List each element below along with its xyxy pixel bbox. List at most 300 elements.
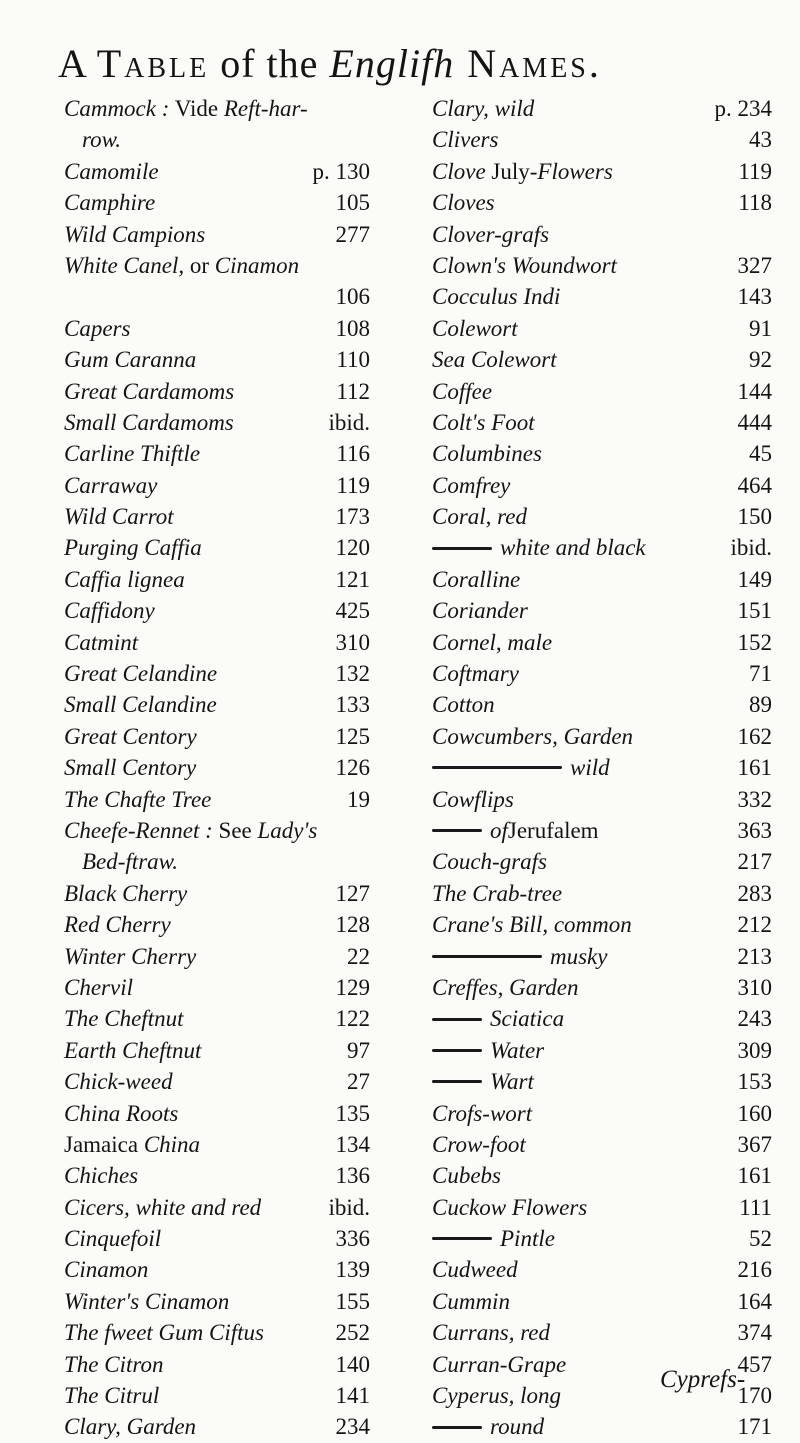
entry-name [432,941,607,972]
page-number: ibid. [730,535,772,561]
repeat-dash [432,1426,482,1429]
entry-name [82,124,121,155]
index-entry [432,1003,772,1034]
entry-term: Crow-foot [432,1131,526,1157]
entry-name [64,93,308,124]
index-entry [432,344,772,375]
repeat-dash [432,547,492,550]
heading-names: Names. [454,41,602,86]
page-number: 45 [749,441,772,467]
index-entry [432,972,772,1003]
index-entry [64,815,394,846]
entry-term: Great Cardamoms [64,378,235,404]
page-number: p. 234 [714,96,772,121]
entry-name [432,1003,564,1034]
page-number: 105 [335,190,370,216]
entry-term: Coriander [432,598,528,624]
page-number: 160 [737,1100,772,1126]
page-number: 161 [737,755,772,781]
page-number: 332 [737,786,772,812]
entry-term: Colewort [432,315,518,341]
index-entry [64,878,394,909]
index-entry [64,784,394,815]
entry-name [64,1192,261,1223]
entry-name [432,689,495,720]
page-number: 234 [335,1414,370,1440]
entry-term: row. [82,127,121,153]
entry-name [82,846,178,877]
entry-name [432,1066,534,1097]
entry-name [64,658,217,689]
entry-name [64,313,130,344]
entry-term: Cyperus, long [432,1383,562,1409]
entry-term: Cubebs [432,1163,501,1189]
entry-name [64,1317,264,1348]
index-entry [432,376,772,407]
heading-prefix: A [58,41,86,86]
entry-term: The fweet Gum Ciftus [64,1320,264,1346]
entry-term: Cuckow Flowers [432,1194,588,1220]
entry-name [432,344,557,375]
page-number: 121 [335,566,370,592]
index-entry [64,941,394,972]
entry-term: Coffee [432,378,493,404]
index-entry [432,1192,772,1223]
entry-term: Cloves [432,190,495,216]
entry-name [432,1317,550,1348]
index-entry [64,846,394,877]
entry-term: Cotton [432,692,495,718]
index-entry [432,658,772,689]
page-number: 243 [737,1006,772,1032]
page-number: 171 [737,1414,772,1440]
repeat-dash [432,1018,482,1021]
entry-connector: July- [485,158,538,184]
entry-reference: Flowers [537,158,613,184]
entry-term: Chervil [64,974,133,1000]
entry-name [64,941,196,972]
page-number: 153 [737,1069,772,1095]
entry-name [432,627,552,658]
page-number: 110 [336,347,370,373]
entry-term: The Citrul [64,1383,160,1409]
index-entry [432,564,772,595]
entry-name [64,1129,200,1160]
entry-name [64,595,155,626]
index-entry [432,1254,772,1285]
index-entry [432,1035,772,1066]
page-number: 134 [335,1131,370,1157]
entry-name [432,1160,501,1191]
entry-term: The Crab-tree [432,880,563,906]
entry-name [432,878,562,909]
page-number: 125 [335,723,370,749]
index-entry [64,1098,394,1129]
page-number: 162 [737,723,772,749]
entry-term: Camomile [64,158,159,184]
page-number: 283 [737,880,772,906]
page-number: 127 [335,880,370,906]
entry-term: Wart [490,1069,534,1095]
entry-term: of [490,817,508,843]
entry-reference: Reft-har- [223,96,308,121]
page-number: 91 [749,315,772,341]
index-entry [432,1411,772,1442]
page-number: 155 [335,1288,370,1314]
entry-term: Cicers, white and red [64,1194,262,1220]
entry-term: Purging Caffia [64,535,202,561]
page-number: 327 [737,252,772,278]
entry-name [64,1254,148,1285]
index-entry [432,721,772,752]
index-entry [64,752,394,783]
repeat-dash [432,829,482,832]
page-number: 277 [335,221,370,247]
repeat-dash [432,766,562,769]
entry-name [432,909,632,940]
entry-term: Black Cherry [64,880,188,906]
entry-name [432,1098,532,1129]
entry-term: Red Cherry [64,912,171,938]
entry-term: Columbines [432,441,542,467]
entry-name [432,1411,544,1442]
index-entry [432,407,772,438]
page-number: 112 [336,378,370,404]
entry-name [432,972,579,1003]
index-entry [432,627,772,658]
page-number: 425 [335,598,370,624]
index-entry [432,752,772,783]
page-number: 132 [335,661,370,687]
entry-term: Earth Cheftnut [64,1037,202,1063]
entry-name [432,1286,510,1317]
index-entry [432,595,772,626]
entry-name [432,438,542,469]
page-number: 464 [737,472,772,498]
entry-term: Winter's Cinamon [64,1288,230,1314]
entry-term: Cornel, male [432,629,553,655]
entry-name [432,93,534,124]
page-number: 212 [737,912,772,938]
index-entry [432,941,772,972]
index-entry [64,721,394,752]
page-number: 119 [336,472,370,498]
entry-connector: Vide [169,96,224,121]
entry-term: Clivers [432,127,499,153]
index-entry [432,313,772,344]
entry-term: Coftmary [432,661,519,687]
entry-connector: See [212,817,258,843]
entry-term: Jamaica [64,1131,139,1157]
entry-term: Great Celandine [64,661,218,687]
entry-name [64,438,200,469]
entry-name [64,689,217,720]
page-number: 71 [749,661,772,687]
entry-name [64,250,299,281]
index-entry [64,344,394,375]
entry-term: The Cheftnut [64,1006,184,1032]
entry-term: Comfrey [432,472,511,498]
entry-term: musky [550,943,608,969]
page-number: 310 [737,974,772,1000]
page-number: 213 [737,943,772,969]
page-number: 161 [737,1163,772,1189]
page-number: 336 [335,1226,370,1252]
entry-term: China Roots [64,1100,179,1126]
index-entry [64,564,394,595]
entry-name [432,250,617,281]
index-entry [64,1349,394,1380]
entry-term: Caffia lignea [64,566,185,592]
entry-term: Couch-grafs [432,849,547,875]
entry-name [64,376,234,407]
entry-name [64,564,185,595]
entry-term: Chiches [64,1163,139,1189]
entry-term: round [490,1414,545,1440]
index-entry [432,1317,772,1348]
entry-name [432,721,633,752]
page-number: 126 [335,755,370,781]
index-entry [64,93,394,124]
entry-name [64,784,211,815]
entry-term: Clary, wild [432,96,535,121]
page-number: ibid. [328,409,370,435]
index-entry [64,1035,394,1066]
left-column [64,93,394,1443]
page-number: 43 [749,127,772,153]
entry-term: Cowflips [432,786,514,812]
page-number: 310 [335,629,370,655]
index-entry [64,909,394,940]
repeat-dash [432,1049,482,1052]
index-entry [64,438,394,469]
index-entry [432,784,772,815]
page-number: 22 [347,943,370,969]
entry-name [432,1035,544,1066]
index-entry [64,124,394,155]
index-entry [64,250,394,281]
catchword: Cyprefs- [660,1366,746,1393]
index-entry [64,1286,394,1317]
entry-term: Cinquefoil [64,1226,162,1252]
right-column [432,93,772,1443]
index-entry [432,1286,772,1317]
entry-name [432,156,613,187]
entry-name [432,752,610,783]
index-entry [432,689,772,720]
page-number: 120 [335,535,370,561]
entry-name [64,1349,163,1380]
page-number: 27 [347,1069,370,1095]
page-number: 309 [737,1037,772,1063]
entry-name [432,1223,555,1254]
page-number: 133 [335,692,370,718]
entry-name [432,281,560,312]
entry-term: Small Centory [64,755,197,781]
page-number: p. 130 [312,158,370,184]
page-number: 216 [737,1257,772,1283]
entry-term: The Citron [64,1351,164,1377]
index-entry [64,376,394,407]
entry-name [432,784,514,815]
heading-table: Table [96,41,210,86]
entry-term: Wild Carrot [64,504,174,530]
page-number: 143 [737,284,772,310]
index-entry [432,1066,772,1097]
entry-name [64,1035,201,1066]
page-number: 19 [347,786,370,812]
page-number: 139 [335,1257,370,1283]
entry-name [432,658,519,689]
entry-term: The Chafte Tree [64,786,212,812]
entry-term: white and black [500,535,646,561]
page-number: 173 [335,504,370,530]
index-entry [64,689,394,720]
index-entry [64,1160,394,1191]
index-entry [432,1129,772,1160]
entry-term: White Canel, [64,252,185,278]
index-entry [432,187,772,218]
entry-name [64,878,187,909]
index-entry [64,972,394,1003]
page-number: 128 [335,912,370,938]
page-number: 444 [737,409,772,435]
page-number: 97 [347,1037,370,1063]
page-number: 118 [738,190,772,216]
entry-name [432,376,492,407]
page-number: 141 [335,1383,370,1409]
entry-term: Currans, red [432,1320,550,1346]
index-entry [64,313,394,344]
entry-term: Water [490,1037,545,1063]
page-number: 116 [336,441,370,467]
entry-term: Chick-weed [64,1069,173,1095]
page-number: 119 [738,158,772,184]
entry-term: Pintle [500,1226,555,1252]
entry-term: Wild Campions [64,221,206,247]
index-entry [64,407,394,438]
entry-name [432,846,547,877]
page-number: 135 [335,1100,370,1126]
index-entry [432,532,772,563]
entry-name [64,1160,138,1191]
index-entry [64,1192,394,1223]
repeat-dash [432,1080,482,1083]
entry-connector: Jerufalem [507,817,599,843]
page-number: 217 [737,849,772,875]
index-entry [432,1160,772,1191]
index-entry [432,909,772,940]
repeat-dash [432,955,542,958]
entry-name [432,1192,587,1223]
entry-term: Creffes, Garden [432,974,579,1000]
entry-name [432,1254,518,1285]
page-number: 152 [737,629,772,655]
page-number: 149 [737,566,772,592]
entry-term: Cinamon [64,1257,149,1283]
entry-term: Cocculus Indi [432,284,561,310]
entry-term: Bed-ftraw. [82,849,179,875]
index-entry [64,1411,394,1442]
entry-name [432,1129,526,1160]
entry-term: Carraway [64,472,158,498]
entry-name [432,219,549,250]
entry-term: Clove [432,158,486,184]
entry-name [432,532,646,563]
entry-name [432,470,510,501]
page-number: 151 [737,598,772,624]
entry-term: Great Centory [64,723,197,749]
heading-of-the: of the [209,41,330,86]
index-entry [64,156,394,187]
page-number: 150 [737,504,772,530]
index-entry [432,93,772,124]
entry-term: Sea Colewort [432,347,557,373]
entry-term: Cammock : [64,96,170,121]
page-number: 92 [749,347,772,373]
entry-name [432,124,498,155]
entry-name [432,815,599,846]
entry-name [64,1098,178,1129]
page-heading [58,40,778,87]
index-entry [432,470,772,501]
entry-term: Curran-Grape [432,1351,567,1377]
entry-name [64,815,317,846]
entry-reference: China [138,1131,201,1157]
index-entry [64,501,394,532]
index-entry [64,1003,394,1034]
entry-name [432,564,520,595]
page-number: 89 [749,692,772,718]
index-entry [64,187,394,218]
entry-reference: Cinamon [214,252,300,278]
entry-name [64,470,157,501]
entry-name [64,501,174,532]
entry-term: Crofs-wort [432,1100,533,1126]
index-entry [64,658,394,689]
entry-reference: Lady's [257,817,318,843]
index-entry [432,438,772,469]
index-entry [64,1254,394,1285]
index-entry [64,595,394,626]
index-entry [64,470,394,501]
entry-term: Cummin [432,1288,510,1314]
entry-name [64,187,155,218]
index-entry [64,281,394,312]
page-number: 136 [335,1163,370,1189]
entry-name [64,219,205,250]
page-number: 170 [737,1383,772,1409]
entry-term: Cudweed [432,1257,518,1283]
page-number: 106 [335,284,370,310]
page-number: 144 [737,378,772,404]
entry-name [64,721,197,752]
entry-name [64,344,196,375]
entry-name [64,1066,173,1097]
entry-term: Coral, red [432,504,527,530]
index-entry [64,1223,394,1254]
entry-term: Capers [64,315,131,341]
entry-name [64,407,234,438]
index-entry [432,1223,772,1254]
index-entry [64,1317,394,1348]
index-entry [64,532,394,563]
page-number: 129 [335,974,370,1000]
page-number: 122 [335,1006,370,1032]
entry-term: Clover-grafs [432,221,550,247]
index-entry [432,846,772,877]
index-entry [432,281,772,312]
